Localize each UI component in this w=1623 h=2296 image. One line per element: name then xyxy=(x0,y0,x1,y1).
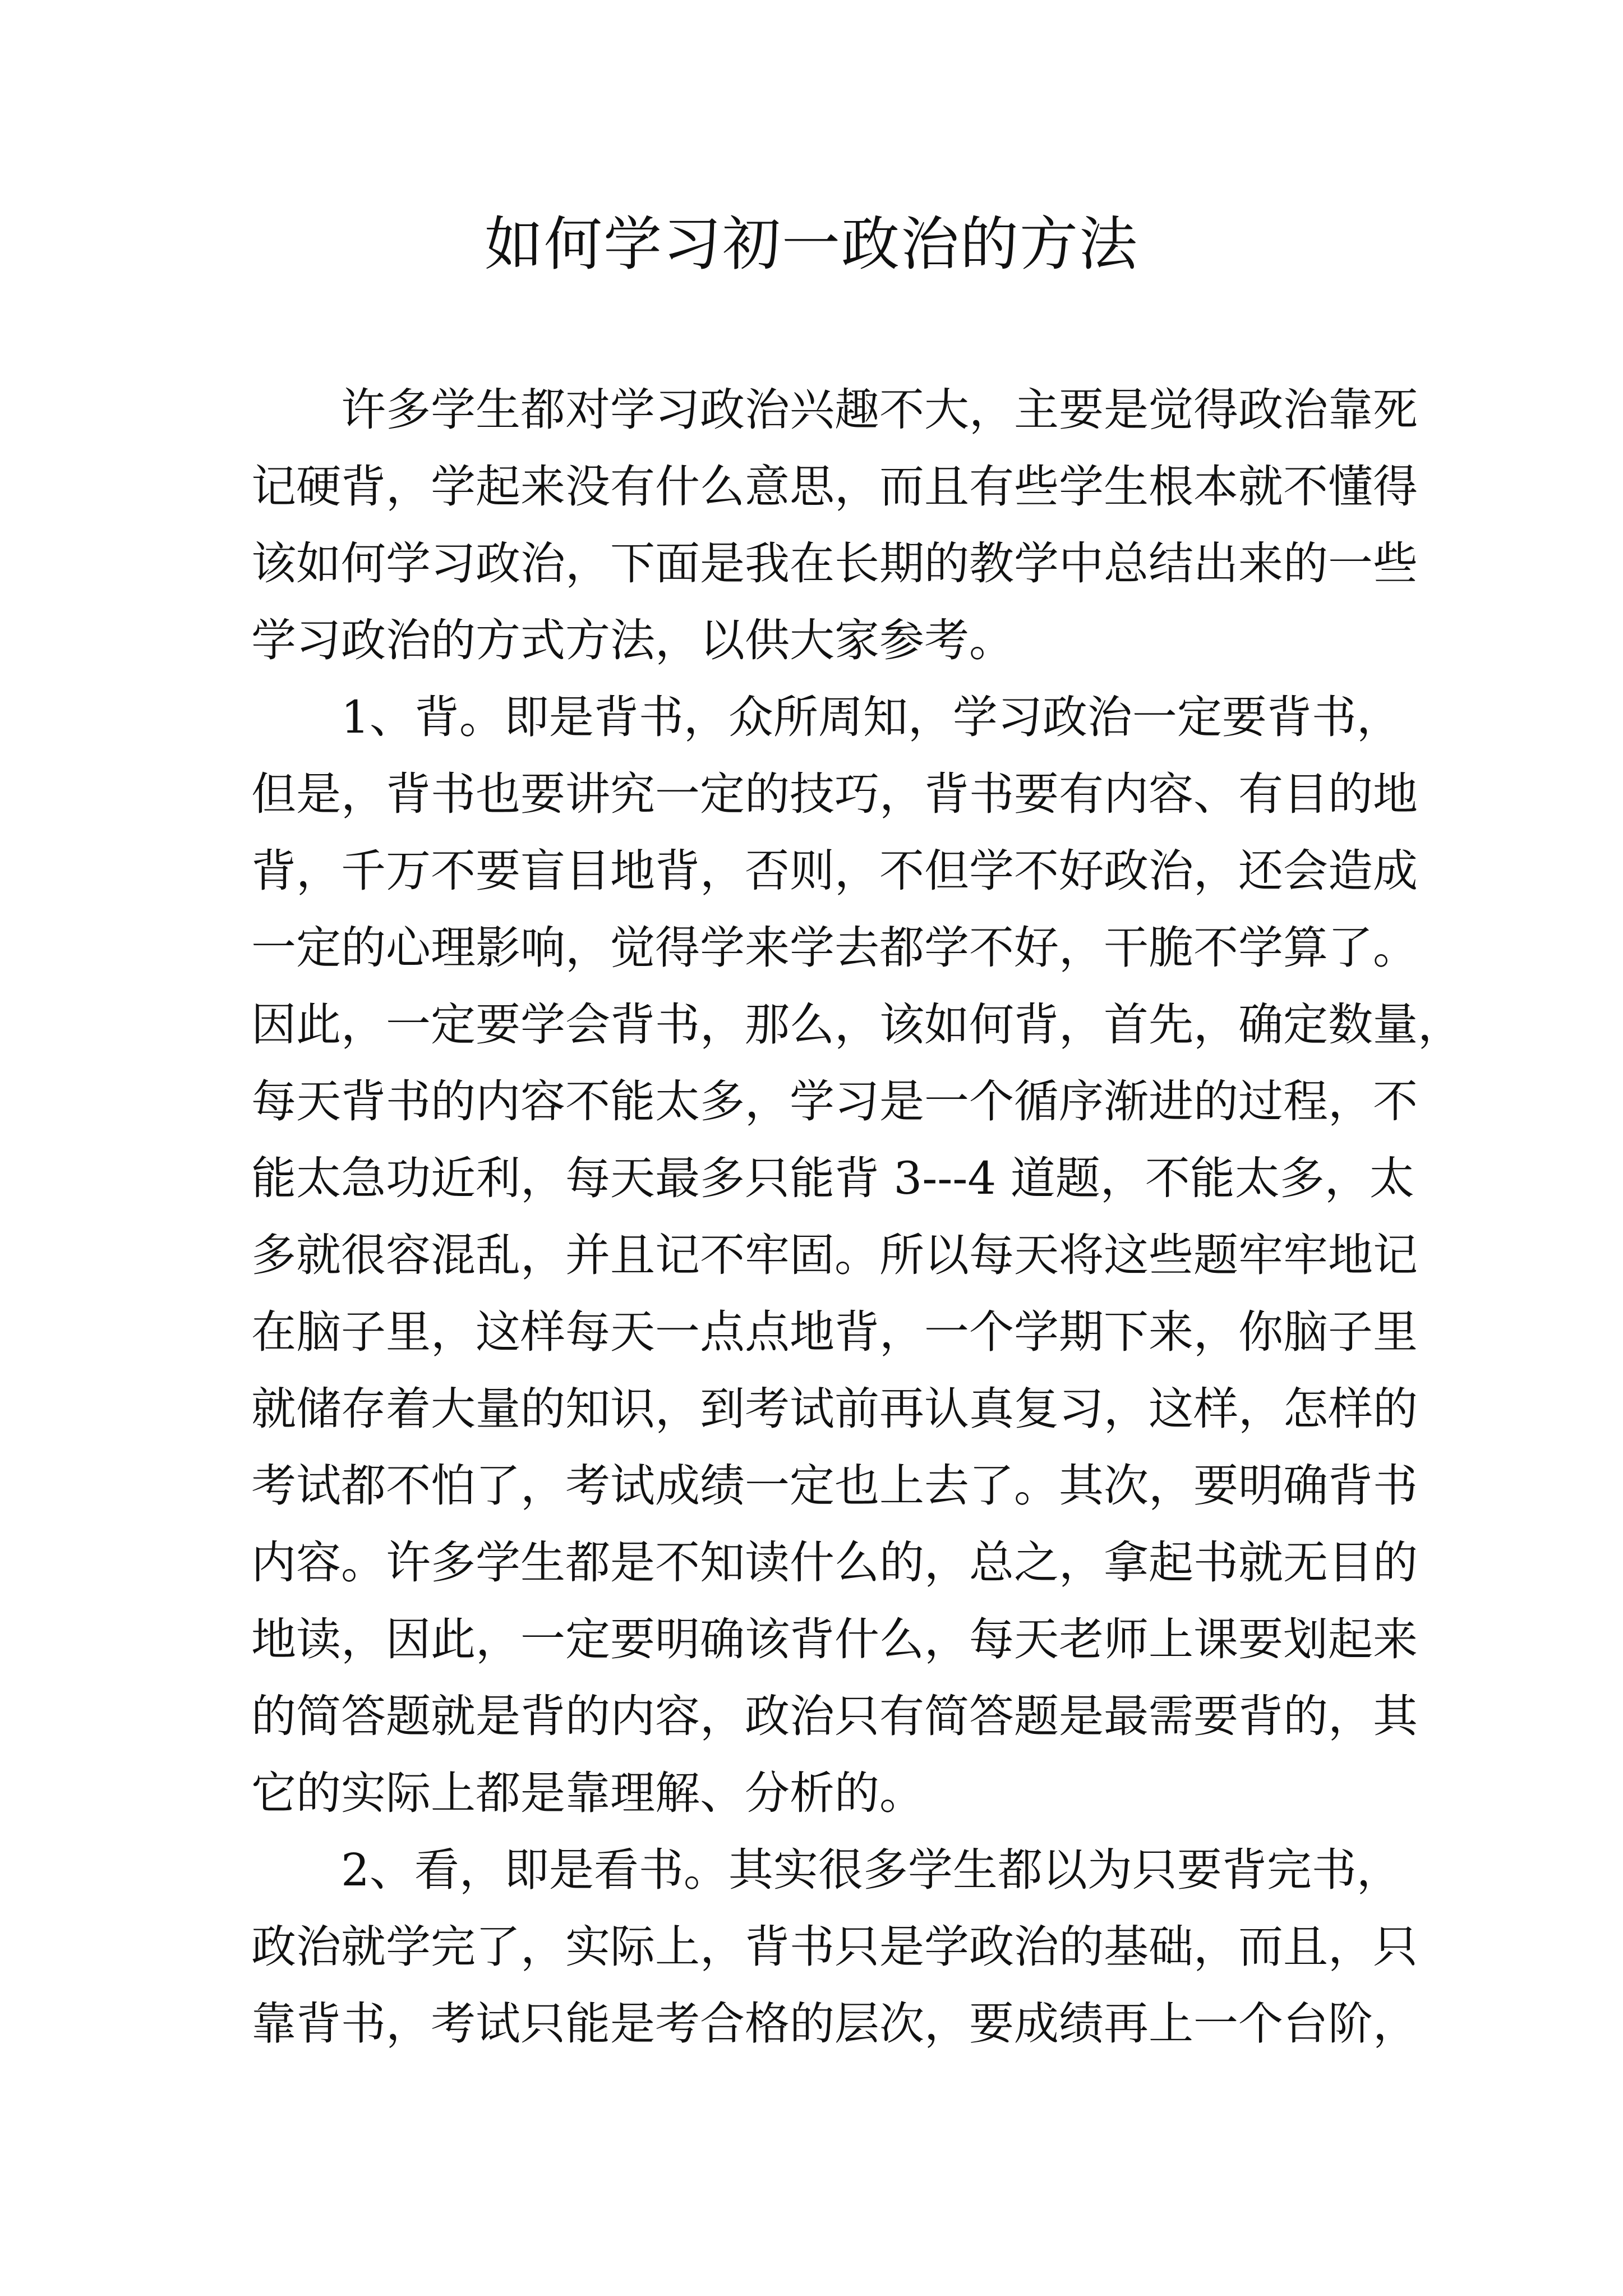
document-body xyxy=(251,371,1463,2062)
text-line: 政治就学完了，实际上，背书只是学政治的基础，而且，只 xyxy=(251,1921,1418,1973)
text-line: 一定的心理影响，觉得学来学去都学不好，干脆不学算了。 xyxy=(251,922,1418,974)
paragraph-intro xyxy=(251,371,1418,679)
paragraph-recite xyxy=(251,679,1463,1832)
text-line: 但是，背书也要讲究一定的技巧，背书要有内容、有目的地 xyxy=(251,768,1418,820)
text-line: 该如何学习政治，下面是我在长期的教学中总结出来的一些 xyxy=(251,537,1418,590)
text-line: 每天背书的内容不能太多，学习是一个循序渐进的过程，不 xyxy=(251,1075,1418,1128)
text-line: 2、看，即是看书。其实很多学生都以为只要背完书， xyxy=(341,1844,1401,1896)
text-line: 学习政治的方式方法，以供大家参考。 xyxy=(251,614,1014,666)
text-line: 就储存着大量的知识，到考试前再认真复习，这样，怎样的 xyxy=(251,1383,1418,1435)
text-line: 因此，一定要学会背书，那么，该如何背，首先，确定数量， xyxy=(251,999,1463,1051)
text-line: 许多学生都对学习政治兴趣不大，主要是觉得政治靠死 xyxy=(341,384,1418,436)
text-line: 在脑子里，这样每天一点点地背，一个学期下来，你脑子里 xyxy=(251,1306,1418,1358)
text-line: 内容。许多学生都是不知读什么的，总之，拿起书就无目的 xyxy=(251,1536,1418,1589)
text-line: 考试都不怕了，考试成绩一定也上去了。其次，要明确背书 xyxy=(251,1460,1418,1512)
text-line: 靠背书，考试只能是考合格的层次，要成绩再上一个台阶， xyxy=(251,1998,1418,2050)
text-line: 1、背。即是背书，众所周知，学习政治一定要背书， xyxy=(341,691,1401,743)
text-line: 地读，因此，一定要明确该背什么，每天老师上课要划起来 xyxy=(251,1613,1418,1665)
document-title: 如何学习初一政治的方法 xyxy=(484,210,1138,278)
text-line: 背，千万不要盲目地背，否则，不但学不好政治，还会造成 xyxy=(251,845,1418,897)
text-line: 多就很容混乱，并且记不牢固。所以每天将这些题牢牢地记 xyxy=(251,1229,1418,1281)
text-line: 它的实际上都是靠理解、分析的。 xyxy=(251,1767,924,1819)
text-line: 记硬背，学起来没有什么意思，而且有些学生根本就不懂得 xyxy=(251,461,1418,513)
paragraph-read xyxy=(251,1832,1418,2062)
text-line: 的简答题就是背的内容，政治只有简答题是最需要背的，其 xyxy=(251,1690,1418,1742)
text-line: 能太急功近利，每天最多只能背 3---4 道题，不能太多，太 xyxy=(251,1152,1414,1204)
